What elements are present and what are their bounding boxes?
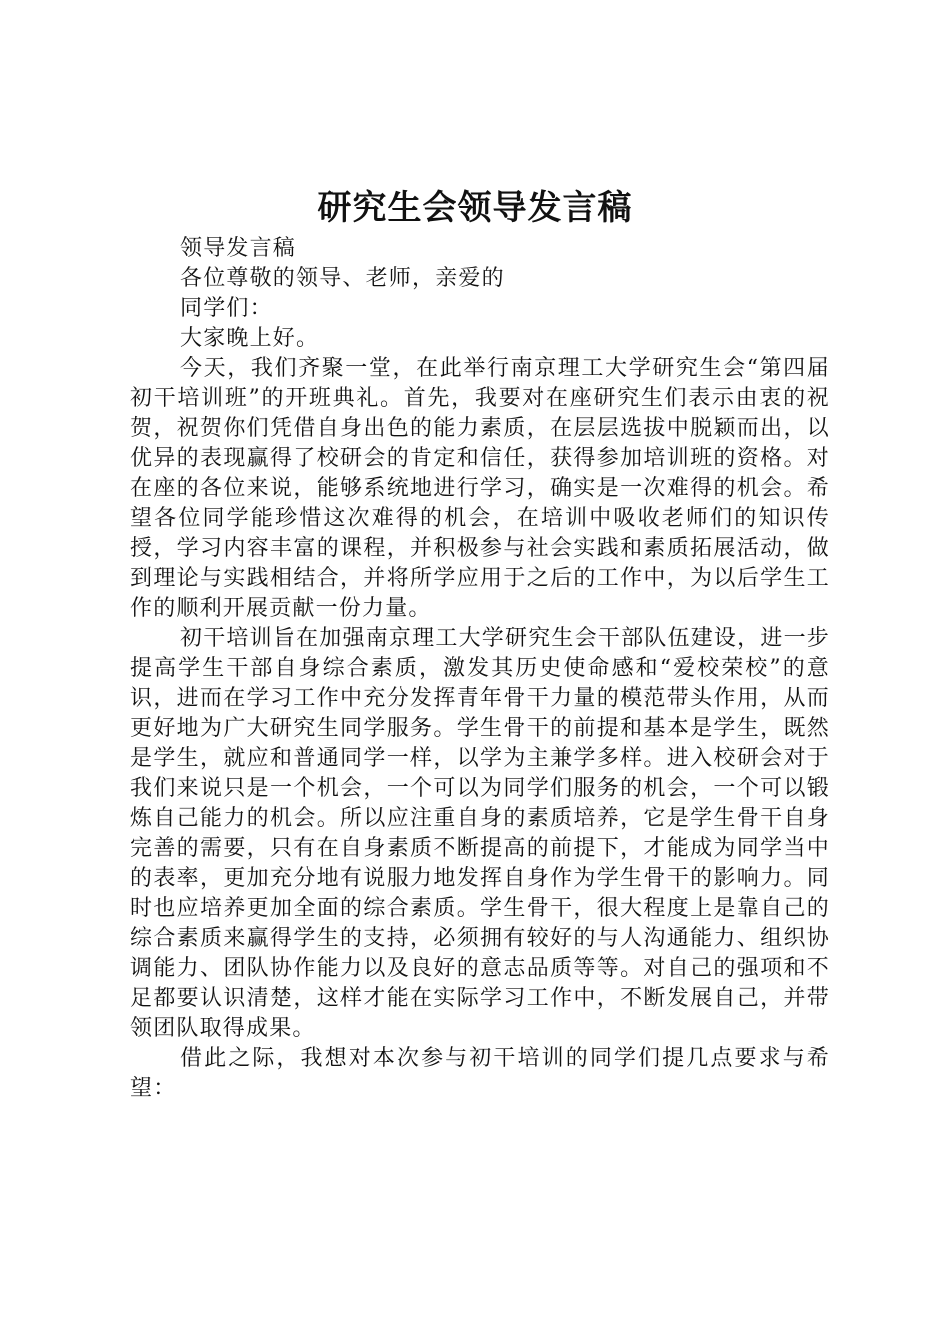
body-paragraph-2: 初干培训旨在加强南京理工大学研究生会干部队伍建设，进一步提高学生干部自身综合素质，激发其历史使命感和“爱校荣校”的意识，进而在学习工作中充分发挥青年骨干力量的模范带头作用，从而更好地为广大研究生同学服务。学生骨干的前提和基本是学生，既然是学生，就应和普通同学一样，以学为主兼学多样。进入校研会对于我们来说只是一个机会，一个可以为同学们服务的机会，一个可以锻炼自己能力的机会。所以应注重自身的素质培养，它是学生骨干自身完善的需要，只有在自身素质不断提高的前提下，才能成为同学当中的表率，更加充分地有说服力地发挥自身作为学生骨干的影响力。同时也应培养更加全面的综合素质。学生骨干，很大程度上是靠自己的综合素质来赢得学生的支持，必须拥有较好的与人沟通能力、组织协调能力、团队协作能力以及良好的意志品质等等。对自己的强项和不足都要认识清楚，这样才能在实际学习工作中，不断发展自己，并带领团队取得成果。: [130, 626, 830, 1041]
body-paragraph-1: 今天，我们齐聚一堂，在此举行南京理工大学研究生会“第四届初干培训班”的开班典礼。首先，我要对在座研究生们表示由衷的祝贺，祝贺你们凭借自身出色的能力素质，在层层选拔中脱颖而出，以优异的表现赢得了校研会的肯定和信任，获得参加培训班的资格。对在座的各位来说，能够系统地进行学习，确实是一次难得的机会。希望各位同学能珍惜这次难得的机会，在培训中吸收老师们的知识传授，学习内容丰富的课程，并积极参与社会实践和素质拓展活动，做到理论与实践相结合，并将所学应用于之后的工作中，为以后学生工作的顺利开展贡献一份力量。: [130, 356, 830, 621]
document-title: 研究生会领导发言稿: [317, 188, 633, 228]
heading-line: 领导发言稿: [180, 236, 297, 261]
salutation-line-continued: 同学们：: [180, 296, 273, 321]
document-body: [130, 234, 830, 1104]
salutation-line: 各位尊敬的领导、老师，亲爱的: [180, 266, 505, 291]
body-paragraph-3: 借此之际，我想对本次参与初干培训的同学们提几点要求与希望：: [130, 1046, 830, 1101]
greeting-line: 大家晚上好。: [180, 326, 320, 351]
